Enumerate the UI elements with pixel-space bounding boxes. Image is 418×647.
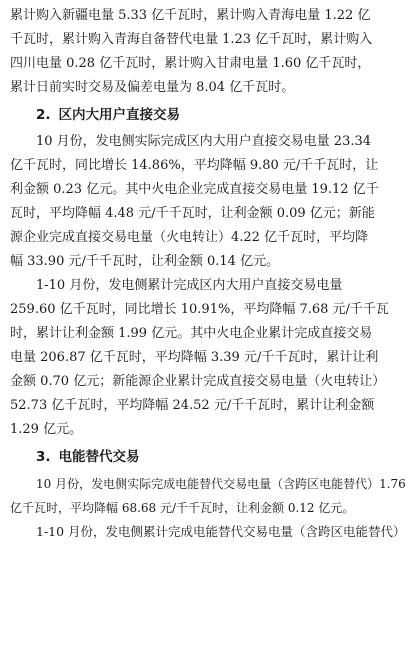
document-page bbox=[10, 4, 408, 544]
text-line: 幅 33.90 元/千千瓦时，让利金额 0.14 亿元。 bbox=[10, 254, 280, 269]
section-number: 3. bbox=[36, 449, 51, 465]
text-line: 累计购入新疆电量 5.33 亿千瓦时，累计购入青海电量 1.22 亿 bbox=[10, 8, 371, 23]
text-line: 源企业完成直接交易电量（火电转让）4.22 亿千瓦时，平均降 bbox=[10, 230, 369, 245]
text-line: 259.60 亿千瓦时，同比增长 10.91%，平均降幅 7.68 元/千千瓦 bbox=[10, 302, 389, 317]
text-line: 时，累计让利金额 1.99 亿元。其中火电企业累计完成直接交易 bbox=[10, 326, 373, 341]
text-line: 亿千瓦时，同比增长 14.86%，平均降幅 9.80 元/千千瓦时，让 bbox=[10, 158, 379, 173]
text-line: 金额 0.70 亿元；新能源企业累计完成直接交易电量（火电转让） bbox=[10, 374, 386, 389]
section3-paragraph-1 bbox=[10, 472, 408, 520]
section-heading-2 bbox=[10, 100, 408, 130]
text-line: 10 月份，发电侧实际完成区内大用户直接交易电量 23.34 bbox=[36, 134, 372, 149]
text-line: 亿千瓦时，平均降幅 68.68 元/千千瓦时，让利金额 0.12 亿元。 bbox=[10, 501, 355, 515]
text-line: 52.73 亿千瓦时，平均降幅 24.52 元/千千瓦时，累计让利金额 bbox=[10, 398, 375, 413]
text-line: 利金额 0.23 亿元。其中火电企业完成直接交易电量 19.12 亿千 bbox=[10, 182, 379, 197]
text-line: 累计日前实时交易及偏差电量为 8.04 亿千瓦时。 bbox=[10, 80, 295, 95]
text-line: 10 月份，发电侧实际完成电能替代交易电量（含跨区电能替代）1.76 bbox=[36, 477, 406, 491]
section-heading-3 bbox=[10, 442, 408, 472]
text-line: 1-10 月份，发电侧累计完成电能替代交易电量（含跨区电能替代） bbox=[36, 524, 406, 539]
text-line: 瓦时，平均降幅 4.48 元/千千瓦时，让利金额 0.09 亿元；新能 bbox=[10, 206, 375, 221]
section2-paragraph-1 bbox=[10, 130, 408, 274]
section3-paragraph-2 bbox=[10, 520, 408, 544]
section1-tail-paragraph bbox=[10, 4, 408, 100]
text-line: 1-10 月份，发电侧累计完成区内大用户直接交易电量 bbox=[36, 278, 343, 293]
section-title: 电能替代交易 bbox=[58, 449, 140, 465]
text-line: 四川电量 0.28 亿千瓦时，累计购入甘肃电量 1.60 亿千瓦时， bbox=[10, 56, 371, 71]
text-line: 1.29 亿元。 bbox=[10, 422, 83, 437]
section2-paragraph-2 bbox=[10, 274, 408, 442]
text-line: 电量 206.87 亿千瓦时，平均降幅 3.39 元/千千瓦时，累计让利 bbox=[10, 350, 379, 365]
section-title: 区内大用户直接交易 bbox=[58, 107, 181, 123]
text-line: 千瓦时，累计购入青海自备替代电量 1.23 亿千瓦时，累计购入 bbox=[10, 32, 373, 47]
section-number: 2. bbox=[36, 107, 51, 123]
